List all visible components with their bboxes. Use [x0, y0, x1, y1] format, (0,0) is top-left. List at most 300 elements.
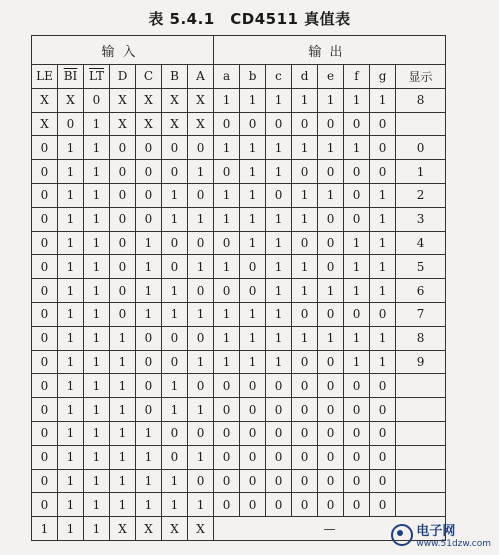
table-cell: X [110, 112, 136, 136]
table-cell: 1 [84, 183, 110, 207]
table-cell: 0 [110, 136, 136, 160]
table-cell: 0 [292, 398, 318, 422]
table-cell: 1 [214, 136, 240, 160]
table-cell: 1 [188, 350, 214, 374]
table-row [32, 374, 446, 398]
table-cell: 1 [136, 231, 162, 255]
table-cell: 1 [240, 326, 266, 350]
table-cell: 1 [318, 326, 344, 350]
table-cell: 1 [84, 160, 110, 184]
table-cell: 0 [214, 398, 240, 422]
table-cell: 0 [32, 469, 58, 493]
table-cell: 0 [370, 112, 396, 136]
table-cell: 1 [84, 326, 110, 350]
table-cell: 1 [292, 207, 318, 231]
table-row [32, 255, 446, 279]
col-header-seg-a: a [214, 65, 240, 89]
table-cell: 1 [136, 302, 162, 326]
table-cell: 1 [318, 136, 344, 160]
table-cell: 0 [292, 493, 318, 517]
table-cell: 0 [32, 183, 58, 207]
table-cell: 0 [162, 136, 188, 160]
table-cell: X [162, 517, 188, 541]
table-cell: 0 [370, 421, 396, 445]
table-cell: 0 [292, 421, 318, 445]
table-cell: 0 [318, 302, 344, 326]
table-cell: 0 [240, 469, 266, 493]
table-cell: 0 [266, 469, 292, 493]
table-cell: 0 [370, 160, 396, 184]
display-cell [396, 421, 446, 445]
table-cell: 0 [318, 350, 344, 374]
table-cell: 0 [292, 350, 318, 374]
table-cell: 1 [370, 350, 396, 374]
table-cell: 0 [266, 445, 292, 469]
table-cell: 0 [188, 231, 214, 255]
table-cell: 1 [162, 183, 188, 207]
table-row [32, 326, 446, 350]
table-cell: 1 [136, 445, 162, 469]
table-cell: 0 [318, 469, 344, 493]
table-cell: X [32, 88, 58, 112]
col-header-a: A [188, 65, 214, 89]
col-header-display: 显示 [396, 65, 446, 89]
table-cell: 1 [266, 350, 292, 374]
display-cell [396, 445, 446, 469]
table-cell: 1 [84, 445, 110, 469]
table-cell: 0 [214, 231, 240, 255]
display-cell: 2 [396, 183, 446, 207]
watermark-logo-icon [391, 524, 413, 546]
table-cell: 1 [136, 469, 162, 493]
table-cell: X [110, 88, 136, 112]
table-row [32, 231, 446, 255]
table-cell: 0 [266, 493, 292, 517]
table-cell: 0 [344, 493, 370, 517]
table-cell: 0 [292, 112, 318, 136]
table-row [32, 112, 446, 136]
table-cell: X [58, 88, 84, 112]
table-cell: 1 [162, 302, 188, 326]
table-cell: 0 [214, 493, 240, 517]
table-cell: 1 [266, 207, 292, 231]
table-row [32, 160, 446, 184]
table-cell: 0 [32, 255, 58, 279]
table-row [32, 421, 446, 445]
display-cell [396, 493, 446, 517]
table-cell: 0 [110, 207, 136, 231]
table-cell: 0 [318, 231, 344, 255]
table-cell: X [188, 88, 214, 112]
display-cell: 7 [396, 302, 446, 326]
table-cell: 1 [84, 231, 110, 255]
table-cell: 0 [110, 160, 136, 184]
table-row [32, 88, 446, 112]
table-cell: 0 [214, 469, 240, 493]
watermark-url: www.51dzw.com [416, 539, 491, 549]
table-cell: 0 [240, 374, 266, 398]
table-cell: 0 [32, 421, 58, 445]
watermark-brand: 电子网 [416, 524, 456, 539]
table-cell: 1 [58, 279, 84, 303]
table-cell: 0 [136, 136, 162, 160]
table-cell: 1 [84, 398, 110, 422]
table-cell: 0 [162, 350, 188, 374]
table-cell: 1 [58, 302, 84, 326]
table-cell: 0 [344, 183, 370, 207]
table-cell: 0 [188, 326, 214, 350]
table-cell: 0 [136, 374, 162, 398]
table-cell: 1 [188, 255, 214, 279]
table-cell: 0 [110, 183, 136, 207]
table-cell: 0 [344, 398, 370, 422]
table-cell: 0 [370, 445, 396, 469]
table-cell: 1 [162, 207, 188, 231]
table-cell: 1 [84, 421, 110, 445]
table-cell: 1 [162, 493, 188, 517]
table-cell: 0 [292, 231, 318, 255]
table-row [32, 350, 446, 374]
table-cell: 0 [344, 374, 370, 398]
table-cell: 0 [370, 374, 396, 398]
table-cell: 0 [370, 469, 396, 493]
table-cell: 0 [84, 88, 110, 112]
table-cell: 0 [214, 279, 240, 303]
table-cell: 0 [240, 445, 266, 469]
table-cell: 0 [266, 183, 292, 207]
table-cell: 0 [370, 398, 396, 422]
col-header-seg-b: b [240, 65, 266, 89]
table-cell: 0 [266, 112, 292, 136]
table-cell: 0 [214, 160, 240, 184]
display-cell: 6 [396, 279, 446, 303]
table-cell: X [188, 112, 214, 136]
col-header-c: C [136, 65, 162, 89]
display-cell [396, 374, 446, 398]
table-cell: 0 [136, 207, 162, 231]
table-cell: 1 [110, 350, 136, 374]
table-cell: X [136, 112, 162, 136]
table-cell: 1 [214, 183, 240, 207]
table-cell: 1 [84, 374, 110, 398]
table-cell: 0 [214, 445, 240, 469]
col-header-b: B [162, 65, 188, 89]
table-cell: 1 [344, 350, 370, 374]
table-cell: 1 [240, 88, 266, 112]
table-cell: 1 [370, 207, 396, 231]
table-cell: 1 [58, 160, 84, 184]
table-cell: 1 [58, 136, 84, 160]
table-cell: 1 [292, 326, 318, 350]
table-cell: 0 [344, 469, 370, 493]
table-cell: 1 [58, 398, 84, 422]
table-cell: 0 [110, 255, 136, 279]
table-cell: 1 [188, 493, 214, 517]
table-cell: 0 [344, 160, 370, 184]
table-cell: 0 [292, 160, 318, 184]
table-cell: 1 [188, 160, 214, 184]
table-cell: 1 [84, 493, 110, 517]
table-cell: 0 [266, 421, 292, 445]
table-cell: 0 [188, 279, 214, 303]
table-caption: 表 5.4.1 CD4511 真值表 [148, 10, 351, 28]
table-cell: 1 [344, 326, 370, 350]
table-cell: 1 [240, 231, 266, 255]
table-cell: 0 [32, 398, 58, 422]
table-cell: 0 [344, 421, 370, 445]
table-cell: 1 [136, 493, 162, 517]
table-cell: X [32, 112, 58, 136]
table-cell: 0 [188, 469, 214, 493]
table-cell: 0 [344, 445, 370, 469]
table-cell: 1 [58, 255, 84, 279]
table-cell: 0 [188, 183, 214, 207]
table-cell: 1 [84, 517, 110, 541]
table-cell: 0 [292, 445, 318, 469]
table-cell: 1 [318, 183, 344, 207]
col-header-seg-f: f [344, 65, 370, 89]
col-header-seg-c: c [266, 65, 292, 89]
table-cell: 0 [318, 112, 344, 136]
col-header-seg-d: d [292, 65, 318, 89]
table-cell: 1 [318, 279, 344, 303]
table-cell: 0 [214, 374, 240, 398]
table-cell: 1 [136, 255, 162, 279]
table-cell: 0 [266, 398, 292, 422]
table-cell: 1 [162, 398, 188, 422]
table-cell: 0 [214, 112, 240, 136]
table-cell: 1 [136, 421, 162, 445]
table-cell: 0 [344, 112, 370, 136]
table-cell: 0 [162, 255, 188, 279]
table-cell: 1 [32, 517, 58, 541]
display-cell [396, 398, 446, 422]
table-cell: 1 [344, 279, 370, 303]
table-cell: 1 [162, 374, 188, 398]
display-cell: 0 [396, 136, 446, 160]
col-header-seg-e: e [318, 65, 344, 89]
table-cell: 1 [318, 88, 344, 112]
table-cell: 0 [188, 136, 214, 160]
table-cell: 1 [58, 421, 84, 445]
table-cell: 1 [84, 350, 110, 374]
table-cell: 0 [110, 302, 136, 326]
table-cell: 0 [188, 374, 214, 398]
table-cell: 1 [214, 326, 240, 350]
table-cell: 1 [370, 279, 396, 303]
col-header-le: LE [32, 65, 58, 89]
truth-table-body [32, 88, 446, 540]
table-cell: 0 [136, 350, 162, 374]
table-cell: 1 [292, 136, 318, 160]
table-cell: 1 [110, 326, 136, 350]
table-cell: 0 [318, 255, 344, 279]
table-cell: 0 [292, 469, 318, 493]
table-cell: 0 [188, 421, 214, 445]
table-cell: 0 [32, 445, 58, 469]
column-header-row [32, 65, 446, 89]
table-cell: 1 [58, 231, 84, 255]
table-cell: 0 [370, 136, 396, 160]
table-cell: 1 [266, 255, 292, 279]
table-cell: 1 [136, 279, 162, 303]
table-row [32, 445, 446, 469]
table-cell: 0 [136, 326, 162, 350]
table-row [32, 469, 446, 493]
display-cell: 1 [396, 160, 446, 184]
table-cell: 0 [318, 207, 344, 231]
table-row [32, 183, 446, 207]
table-row [32, 207, 446, 231]
table-cell: 1 [162, 279, 188, 303]
table-cell: X [162, 112, 188, 136]
table-row [32, 279, 446, 303]
table-cell: 1 [266, 279, 292, 303]
table-cell: 1 [240, 302, 266, 326]
table-cell: 0 [162, 160, 188, 184]
input-group-header: 输入 [32, 36, 214, 65]
table-cell: 1 [240, 136, 266, 160]
table-cell: 1 [84, 255, 110, 279]
table-cell: 1 [58, 326, 84, 350]
table-cell: 0 [318, 493, 344, 517]
table-cell: 1 [370, 88, 396, 112]
table-cell: 0 [58, 112, 84, 136]
table-cell: 1 [370, 183, 396, 207]
table-cell: 1 [370, 231, 396, 255]
table-cell: 0 [32, 279, 58, 303]
table-row [32, 136, 446, 160]
table-cell: 1 [292, 183, 318, 207]
table-cell: 1 [266, 231, 292, 255]
table-cell: 1 [214, 207, 240, 231]
site-watermark [391, 520, 491, 549]
table-cell: 0 [318, 445, 344, 469]
table-cell: 1 [84, 136, 110, 160]
display-cell [396, 469, 446, 493]
table-cell: 1 [84, 207, 110, 231]
table-cell: 1 [110, 421, 136, 445]
table-cell: 0 [240, 421, 266, 445]
output-group-header: 输出 [214, 36, 446, 65]
table-cell: 1 [110, 398, 136, 422]
table-cell: 1 [292, 88, 318, 112]
table-cell: 1 [344, 88, 370, 112]
table-cell: 1 [344, 231, 370, 255]
table-cell: 0 [32, 493, 58, 517]
table-cell: 1 [188, 445, 214, 469]
table-cell: 0 [32, 207, 58, 231]
table-cell: 1 [84, 469, 110, 493]
table-cell: 0 [240, 493, 266, 517]
table-cell: 1 [266, 88, 292, 112]
table-cell: 1 [58, 493, 84, 517]
table-cell: 0 [370, 302, 396, 326]
display-cell: 5 [396, 255, 446, 279]
table-cell: 0 [344, 302, 370, 326]
table-cell: 1 [292, 279, 318, 303]
table-cell: 1 [214, 350, 240, 374]
table-row [32, 517, 446, 541]
table-cell: 0 [162, 231, 188, 255]
table-cell: 0 [110, 231, 136, 255]
table-cell: 1 [58, 350, 84, 374]
table-cell: 1 [370, 326, 396, 350]
table-cell: 0 [292, 374, 318, 398]
table-row [32, 302, 446, 326]
table-cell: 0 [110, 279, 136, 303]
table-cell: 1 [214, 88, 240, 112]
table-cell: 0 [32, 231, 58, 255]
table-cell: 1 [110, 493, 136, 517]
table-cell: 1 [344, 255, 370, 279]
table-cell: 0 [344, 207, 370, 231]
table-cell: 0 [136, 183, 162, 207]
table-cell: 1 [58, 469, 84, 493]
table-cell: 1 [58, 183, 84, 207]
table-cell: 0 [292, 302, 318, 326]
table-cell: 0 [240, 279, 266, 303]
cd4511-truth-table [31, 35, 446, 541]
table-cell: 1 [292, 255, 318, 279]
table-cell: 1 [58, 207, 84, 231]
table-cell: 0 [318, 374, 344, 398]
table-cell: 1 [162, 469, 188, 493]
table-cell: 1 [266, 302, 292, 326]
table-cell: 0 [32, 374, 58, 398]
table-cell: 0 [162, 326, 188, 350]
table-cell: 0 [162, 445, 188, 469]
table-cell: 0 [240, 112, 266, 136]
display-cell: 9 [396, 350, 446, 374]
table-cell: 0 [32, 350, 58, 374]
table-cell: 1 [110, 374, 136, 398]
col-header-bi: $\overline{BI}$ [58, 65, 84, 89]
col-header-seg-g: g [370, 65, 396, 89]
table-cell: 1 [240, 160, 266, 184]
table-cell: 0 [136, 398, 162, 422]
table-cell: 1 [344, 136, 370, 160]
table-cell: 0 [32, 136, 58, 160]
table-cell: X [188, 517, 214, 541]
table-cell: 1 [58, 517, 84, 541]
table-cell: 1 [84, 112, 110, 136]
table-cell: 0 [318, 160, 344, 184]
table-cell: 0 [32, 302, 58, 326]
table-cell: X [136, 88, 162, 112]
table-cell: X [110, 517, 136, 541]
table-cell: 1 [110, 445, 136, 469]
table-cell: 1 [188, 207, 214, 231]
table-cell: 0 [136, 160, 162, 184]
latched-output-dash: — [214, 517, 446, 541]
table-cell: 1 [240, 350, 266, 374]
table-cell: 0 [214, 421, 240, 445]
table-row [32, 493, 446, 517]
table-cell: 1 [240, 183, 266, 207]
table-cell: 1 [84, 302, 110, 326]
display-cell: 8 [396, 326, 446, 350]
table-cell: 1 [240, 207, 266, 231]
col-header-lt: $\overline{LT}$ [84, 65, 110, 89]
display-cell: 3 [396, 207, 446, 231]
table-cell: 1 [266, 136, 292, 160]
table-cell: 0 [370, 493, 396, 517]
table-cell: 0 [32, 326, 58, 350]
table-cell: X [162, 88, 188, 112]
display-cell: 8 [396, 88, 446, 112]
table-row [32, 398, 446, 422]
